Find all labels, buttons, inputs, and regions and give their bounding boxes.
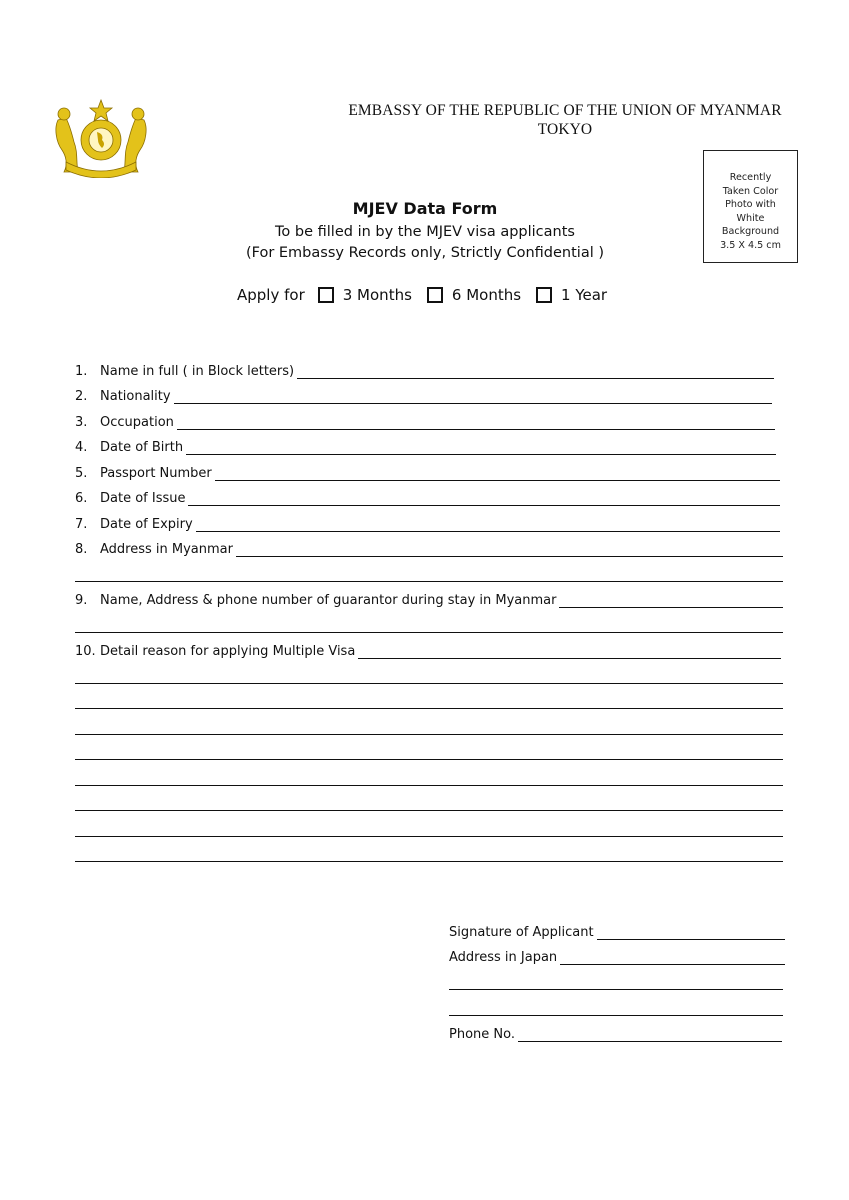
address-japan-continuation-line[interactable]: [449, 1015, 783, 1016]
field-guarantor: [75, 591, 783, 608]
option-1-year-label: 1 Year: [561, 286, 608, 304]
form-title: MJEV Data Form: [352, 199, 498, 218]
passport-number-input-line[interactable]: [215, 467, 780, 481]
photo-instruction-line: Background: [721, 226, 780, 237]
field-date-of-issue: [75, 489, 780, 506]
field-passport-number: [75, 464, 780, 481]
nationality-input-line[interactable]: [174, 390, 772, 404]
full-name-input-line[interactable]: [297, 365, 774, 379]
address-japan-field: [449, 948, 785, 965]
field-occupation: [75, 413, 775, 430]
field-date-of-birth: [75, 438, 776, 455]
field-date-of-expiry: [75, 515, 780, 532]
reason-continuation-line[interactable]: [75, 759, 783, 760]
form-subtitle: [150, 222, 700, 264]
phone-input-line[interactable]: [518, 1028, 782, 1042]
address-myanmar-input-line[interactable]: [236, 543, 783, 557]
field-number: 6.: [75, 491, 88, 506]
field-label: Passport Number: [100, 466, 212, 481]
field-number: 5.: [75, 466, 88, 481]
field-label: Address in Myanmar: [100, 542, 233, 557]
apply-for-label: Apply for: [237, 286, 305, 304]
field-label: Occupation: [100, 415, 174, 430]
checkbox-1-year[interactable]: [536, 287, 552, 303]
address-japan-continuation-line[interactable]: [449, 989, 783, 990]
field-number: 2.: [75, 389, 88, 404]
field-label: Nationality: [100, 389, 171, 404]
embassy-name: EMBASSY OF THE REPUBLIC OF THE UNION OF MYANMAR: [348, 102, 782, 119]
photo-instruction-line: White: [736, 212, 765, 224]
apply-for-row: [237, 286, 609, 304]
state-emblem-logo: [52, 98, 150, 178]
date-of-issue-input-line[interactable]: [188, 492, 780, 506]
address-japan-label: Address in Japan: [449, 950, 558, 965]
field-number: 1.: [75, 364, 88, 379]
checkbox-3-months[interactable]: [318, 287, 334, 303]
phone-field: [449, 1025, 782, 1042]
option-6-months-label: 6 Months: [451, 286, 522, 304]
field-address-myanmar: [75, 540, 783, 557]
field-number: 3.: [75, 415, 88, 430]
phone-label: Phone No.: [449, 1027, 515, 1042]
field-label: Name in full ( in Block letters): [100, 364, 295, 379]
signature-input-line[interactable]: [597, 926, 785, 940]
embassy-city: TOKYO: [537, 121, 593, 138]
signature-field: [449, 923, 785, 940]
photo-instruction-line: Taken Color: [722, 185, 779, 197]
field-number: 9.: [75, 593, 88, 608]
field-full-name: [75, 362, 774, 379]
reason-continuation-line[interactable]: [75, 785, 783, 786]
address-myanmar-continuation-line[interactable]: [75, 581, 783, 582]
reason-continuation-line[interactable]: [75, 810, 783, 811]
checkbox-6-months[interactable]: [427, 287, 443, 303]
field-number: 8.: [75, 542, 88, 557]
reason-continuation-line[interactable]: [75, 836, 783, 837]
form-subtitle-line1: To be filled in by the MJEV visa applicants: [275, 224, 575, 240]
embassy-header: [300, 101, 830, 139]
signature-label: Signature of Applicant: [449, 925, 594, 940]
date-of-birth-input-line[interactable]: [186, 441, 776, 455]
address-japan-input-line[interactable]: [560, 951, 785, 965]
photo-placeholder-box: [703, 150, 798, 263]
field-label: Date of Issue: [100, 491, 186, 506]
reason-continuation-line[interactable]: [75, 734, 783, 735]
reason-continuation-line[interactable]: [75, 708, 783, 709]
guarantor-input-line[interactable]: [559, 594, 783, 608]
reason-continuation-line[interactable]: [75, 861, 783, 862]
multiple-visa-reason-input-line[interactable]: [358, 645, 781, 659]
field-label: Detail reason for applying Multiple Visa: [100, 644, 356, 659]
option-3-months-label: 3 Months: [342, 286, 412, 304]
photo-instruction-line: Recently: [729, 172, 772, 183]
field-number: 4.: [75, 440, 88, 455]
field-nationality: [75, 387, 772, 404]
reason-continuation-line[interactable]: [75, 683, 783, 684]
form-subtitle-line2: (For Embassy Records only, Strictly Confidential ): [245, 245, 605, 261]
field-label: Date of Birth: [100, 440, 184, 455]
field-label: Date of Expiry: [100, 517, 193, 532]
guarantor-continuation-line[interactable]: [75, 632, 783, 633]
field-label: Name, Address & phone number of guarantor during stay in Myanmar: [100, 593, 557, 608]
photo-instruction-line: Photo with: [725, 199, 776, 210]
field-number: 10.: [75, 644, 96, 659]
field-multiple-visa-reason: [75, 642, 781, 659]
field-number: 7.: [75, 517, 88, 532]
date-of-expiry-input-line[interactable]: [196, 518, 780, 532]
photo-instruction-line: 3.5 X 4.5 cm: [720, 239, 781, 251]
occupation-input-line[interactable]: [177, 416, 775, 430]
